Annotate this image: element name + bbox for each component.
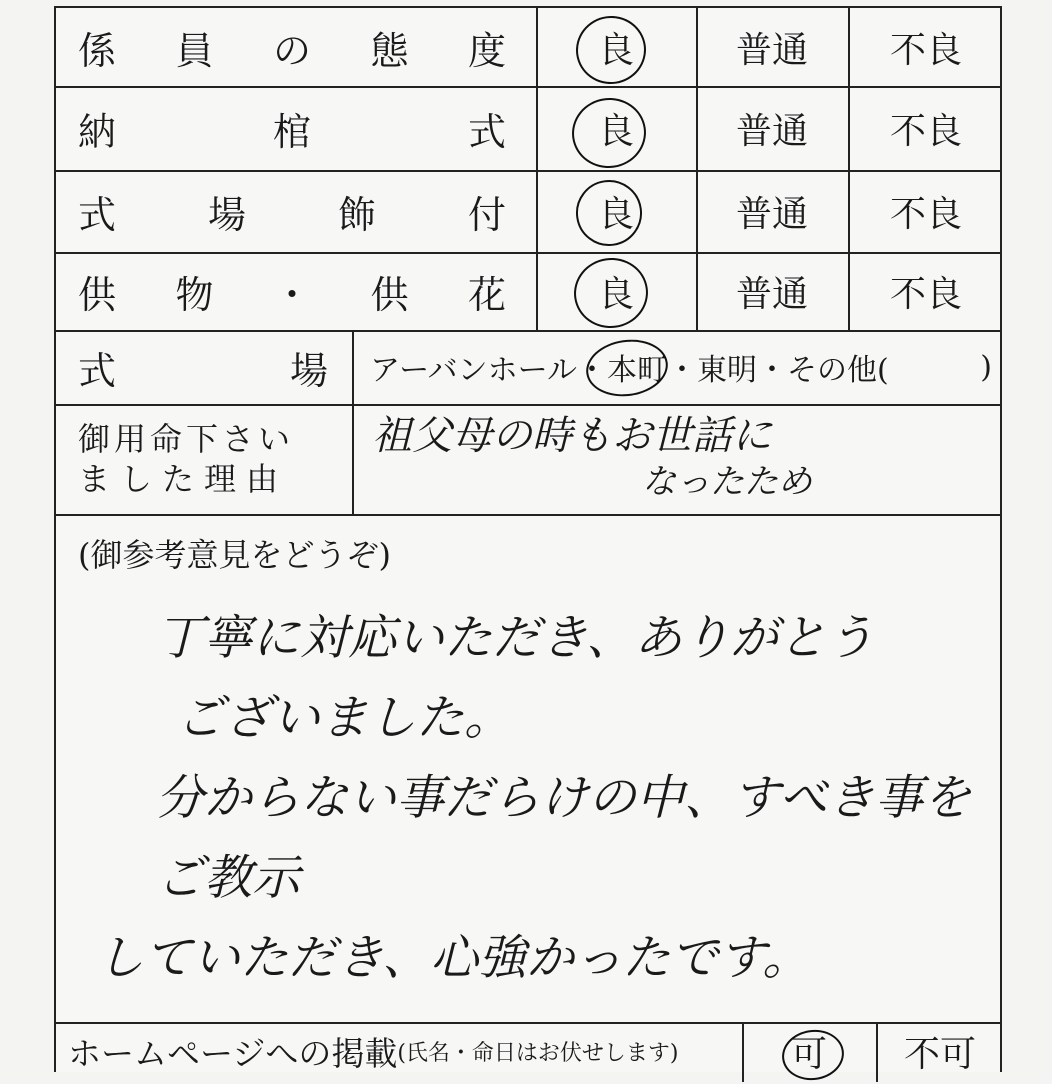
publish-option-yes[interactable]: 可 — [790, 1033, 827, 1075]
venue-option-others[interactable]: ・東明・その他( — [667, 353, 889, 388]
comments-text[interactable] — [96, 598, 996, 998]
comments-label: (御参考意見をどうぞ) — [78, 536, 391, 574]
rating-option-poor[interactable]: 不良 — [889, 193, 962, 235]
rating-label-offerings-flowers: 供 物 ・ 供 花 — [78, 272, 506, 317]
reason-label: 御用命下さい ました理由 — [78, 420, 295, 498]
comment-line: 丁寧に対応いただき、ありがとう — [156, 610, 875, 666]
rating-option-good[interactable]: 良 — [597, 193, 634, 235]
rating-label-encoffining: 納 棺 式 — [78, 109, 506, 154]
venue-option-honcho[interactable]: 本町 — [607, 353, 667, 388]
rating-option-normal[interactable]: 普通 — [735, 110, 808, 152]
row-divider — [56, 514, 1000, 516]
rating-label-hall-decoration: 式 場 飾 付 — [78, 192, 506, 237]
rating-option-normal[interactable]: 普通 — [735, 193, 808, 235]
rating-option-good[interactable]: 良 — [597, 29, 634, 71]
venue-label: 式 場 — [78, 348, 328, 393]
venue-option-urban-hall[interactable]: アーバンホール・ — [370, 353, 607, 388]
rating-option-poor[interactable]: 不良 — [889, 273, 962, 315]
rating-option-good[interactable]: 良 — [597, 273, 634, 315]
rating-label-staff-attitude: 係 員 の 態 度 — [78, 28, 506, 73]
venue-options[interactable] — [352, 330, 1004, 404]
rating-option-normal[interactable]: 普通 — [735, 29, 808, 71]
comment-line: 分からない事だらけの中、すべき事をご教示 — [156, 770, 972, 906]
rating-option-poor[interactable]: 不良 — [889, 110, 962, 152]
rating-option-normal[interactable]: 普通 — [735, 273, 808, 315]
rating-option-good[interactable]: 良 — [597, 110, 634, 152]
reason-answer[interactable]: 祖父母の時もお世話に なったため — [372, 413, 812, 502]
survey-form — [54, 6, 1002, 1075]
publish-label: ホームページへの掲載 (氏名・命日はお伏せします) — [68, 1033, 679, 1073]
venue-close-paren: ) — [980, 349, 992, 385]
publish-option-no[interactable]: 不可 — [903, 1033, 976, 1075]
comment-line: していただき、心強かったです。 — [96, 930, 811, 986]
rating-option-poor[interactable]: 不良 — [889, 29, 962, 71]
comment-line: ございました。 — [176, 690, 513, 746]
